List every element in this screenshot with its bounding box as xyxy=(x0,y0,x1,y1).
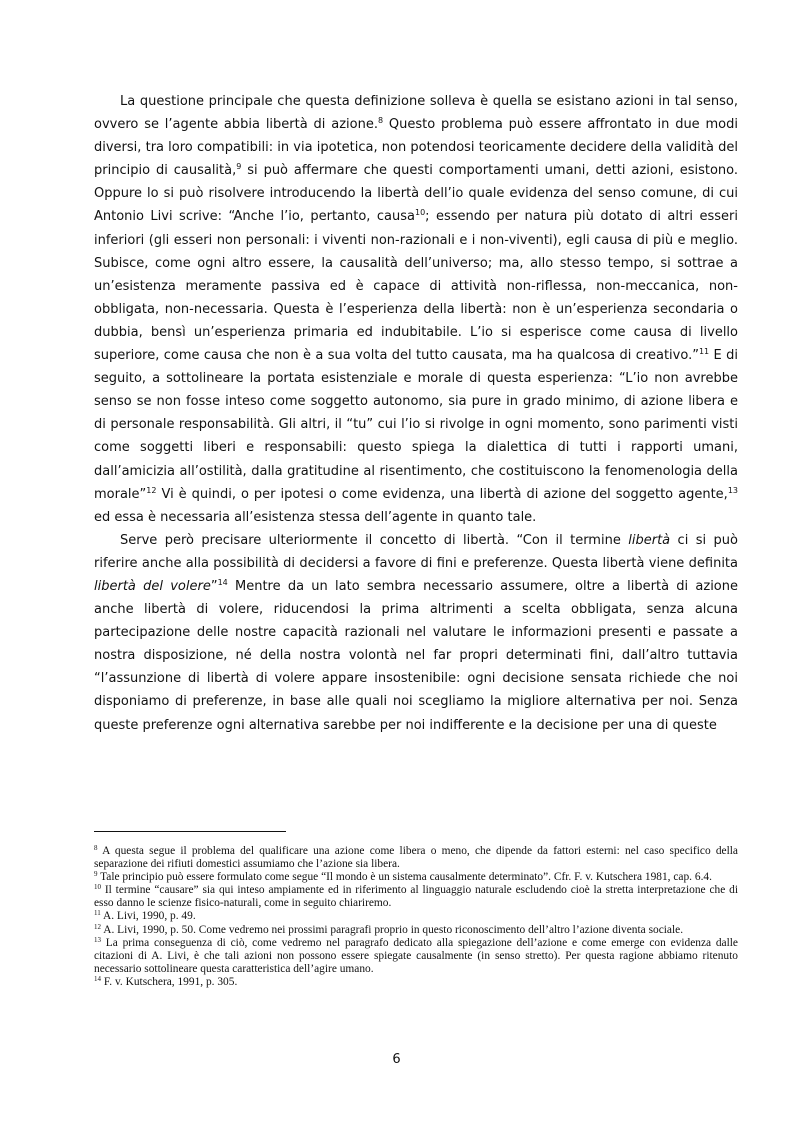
footnote-ref[interactable]: 10 xyxy=(414,208,426,218)
footnote-number: 9 xyxy=(94,870,98,879)
footnote-10: $^{10}$ Il termine “causare” sia qui inteso ampiamente ed in riferimento al linguaggio naturale escludendo cioè la stretta interpretazione che di esso danno le scienze fisico-naturali, come in seguito chiariremo. xyxy=(94,883,738,910)
footnote-number: 14 xyxy=(94,974,101,983)
footnote-ref[interactable]: 9 xyxy=(236,162,242,172)
body-text xyxy=(94,90,738,737)
footnote-number: 8 xyxy=(94,844,98,852)
page-number: 6 xyxy=(392,1052,401,1067)
footnote-number: 12 xyxy=(94,922,101,931)
footnote-ref[interactable]: 14 xyxy=(217,577,228,587)
footnote-ref[interactable]: 8 xyxy=(377,116,384,126)
italic-term: libertà del volere xyxy=(94,578,211,594)
italic-term: libertà xyxy=(628,532,671,548)
footnote-ref[interactable]: 13 xyxy=(727,485,738,495)
footnote-14: $^{14}$ F. v. Kutschera, 1991, p. 305. xyxy=(94,974,238,988)
footnote-number: 10 xyxy=(94,883,101,892)
footnotes xyxy=(94,845,738,989)
footnote-11: $^{11}$ A. Livi, 1990, p. 49. xyxy=(94,909,196,923)
footnote-ref[interactable]: 11 xyxy=(698,347,710,357)
footnote-number: 13 xyxy=(94,935,101,944)
footnote-ref[interactable]: 12 xyxy=(146,485,157,495)
paragraph-2: Serve però precisare ulteriormente il concetto di libertà. “Con il termine libertà ci si può riferire anche alla possibilità di decidersi a favore di fini e preferenze. Questa libertà viene definita libertà del volere”$^{14}$ Mentre da un lato sembra necessario assumere, oltre a libertà di azione anche libertà di volere, riducendosi la prima altrimenti a scelta obbligata, senza alcuna partecipazione delle nostre capacità razionali nel valutare le informazioni presenti e passate a nostra disposizione, né della nostra volontà nel far propri determinati fini, dall’altro tuttavia “l’assunzione di libertà di volere appare insostenibile: ogni decisione sensata richiede che noi disponiamo di preferenze, in base alle quali noi scegliamo la migliore alternativa per noi. Senza queste preferenze ogni alternativa sarebbe per noi indifferente e la decisione per una di queste xyxy=(94,532,739,733)
footnote-12: $^{12}$ A. Livi, 1990, p. 50. Come vedremo nei prossimi paragrafi proprio in questo riconoscimento dell’altro l’azione diventa sociale. xyxy=(94,922,684,936)
footnote-9: $^9$ Tale principio può essere formulato come segue “Il mondo è un sistema causalmente determinato”. Cfr. F. v. Kutschera 1981, cap. 6.4. xyxy=(94,870,712,884)
footnote-separator xyxy=(94,831,286,832)
footnote-13: $^{13}$ La prima conseguenza di ciò, come vedremo nel paragrafo dedicato alla spiegazione dell’azione e come emerge con evidenza dalle citazioni di A. Livi, è che tali azioni non possono essere spiegate causalmente (in senso stretto). Per questa ragione abbiamo ritenuto necessario sottolineare questa caratteristica dell’agire umano. xyxy=(94,935,738,975)
paragraph-1: La questione principale che questa definizione solleva è quella se esistano azioni in tal senso, ovvero se l’agente abbia libertà di azione.$^8$ Questo problema può essere affrontato in due modi diversi, tra loro compatibili: in via ipotetica, non potendosi teoricamente decidere della validità del principio di causalità,$^9$ si può affermare che questi comportamenti umani, detti azioni, esistono. Oppure lo si può risolvere introducendo la libertà dell’io quale evidenza del senso comune, di cui Antonio Livi scrive: “Anche l’io, pertanto, causa$^{10}$; essendo per natura più dotato di altri esseri inferiori (gli esseri non personali: i viventi non-razionali e i non-viventi), egli causa di più e meglio. Subisce, come ogni altro essere, la causalità dell’universo; ma, allo stesso tempo, si sottrae a un’esistenza meramente passiva ed è capace di attività non-riflessa, non-meccanica, non-obbligata, non-necessaria. Questa è l’esperienza della libertà: non è un’esperienza secondaria o dubbia, bensì un’esperienza primaria ed indubitabile. L’io si esperisce come causa di livello superiore, come causa che non è a sua volta del tutto causata, ma ha qualcosa di creativo.”$^{11}$ E di seguito, a sottolineare la portata esistenziale e morale di questa esperienza: “L’io non avrebbe senso se non fosse inteso come soggetto autonomo, sia pure in grado minimo, di azione libera e di personale responsabilità. Gli altri, il “tu” cui l’io si rivolge in ogni momento, sono parimenti visti come soggetti liberi e responsabili: questo spiega la dialettica di tutti i rapporti umani, dall’amicizia all’ostilità, dalla gratitudine al risentimento, che costituiscono la fenomenologia della morale”$^{12}$ Vi è quindi, o per ipotesi o come evidenza, una libertà di azione del soggetto agente,$^{13}$ ed essa è necessaria all’esistenza stessa dell’agente in quanto tale. xyxy=(94,94,739,525)
footnote-number: 11 xyxy=(94,909,101,918)
footnote-8: $^8$ A questa segue il problema del qualificare una azione come libera o meno, che dipende da fattori esterni: nel caso specifico della separazione dei rifiuti domestici assumiamo che l’azione sia libera. xyxy=(94,844,738,871)
